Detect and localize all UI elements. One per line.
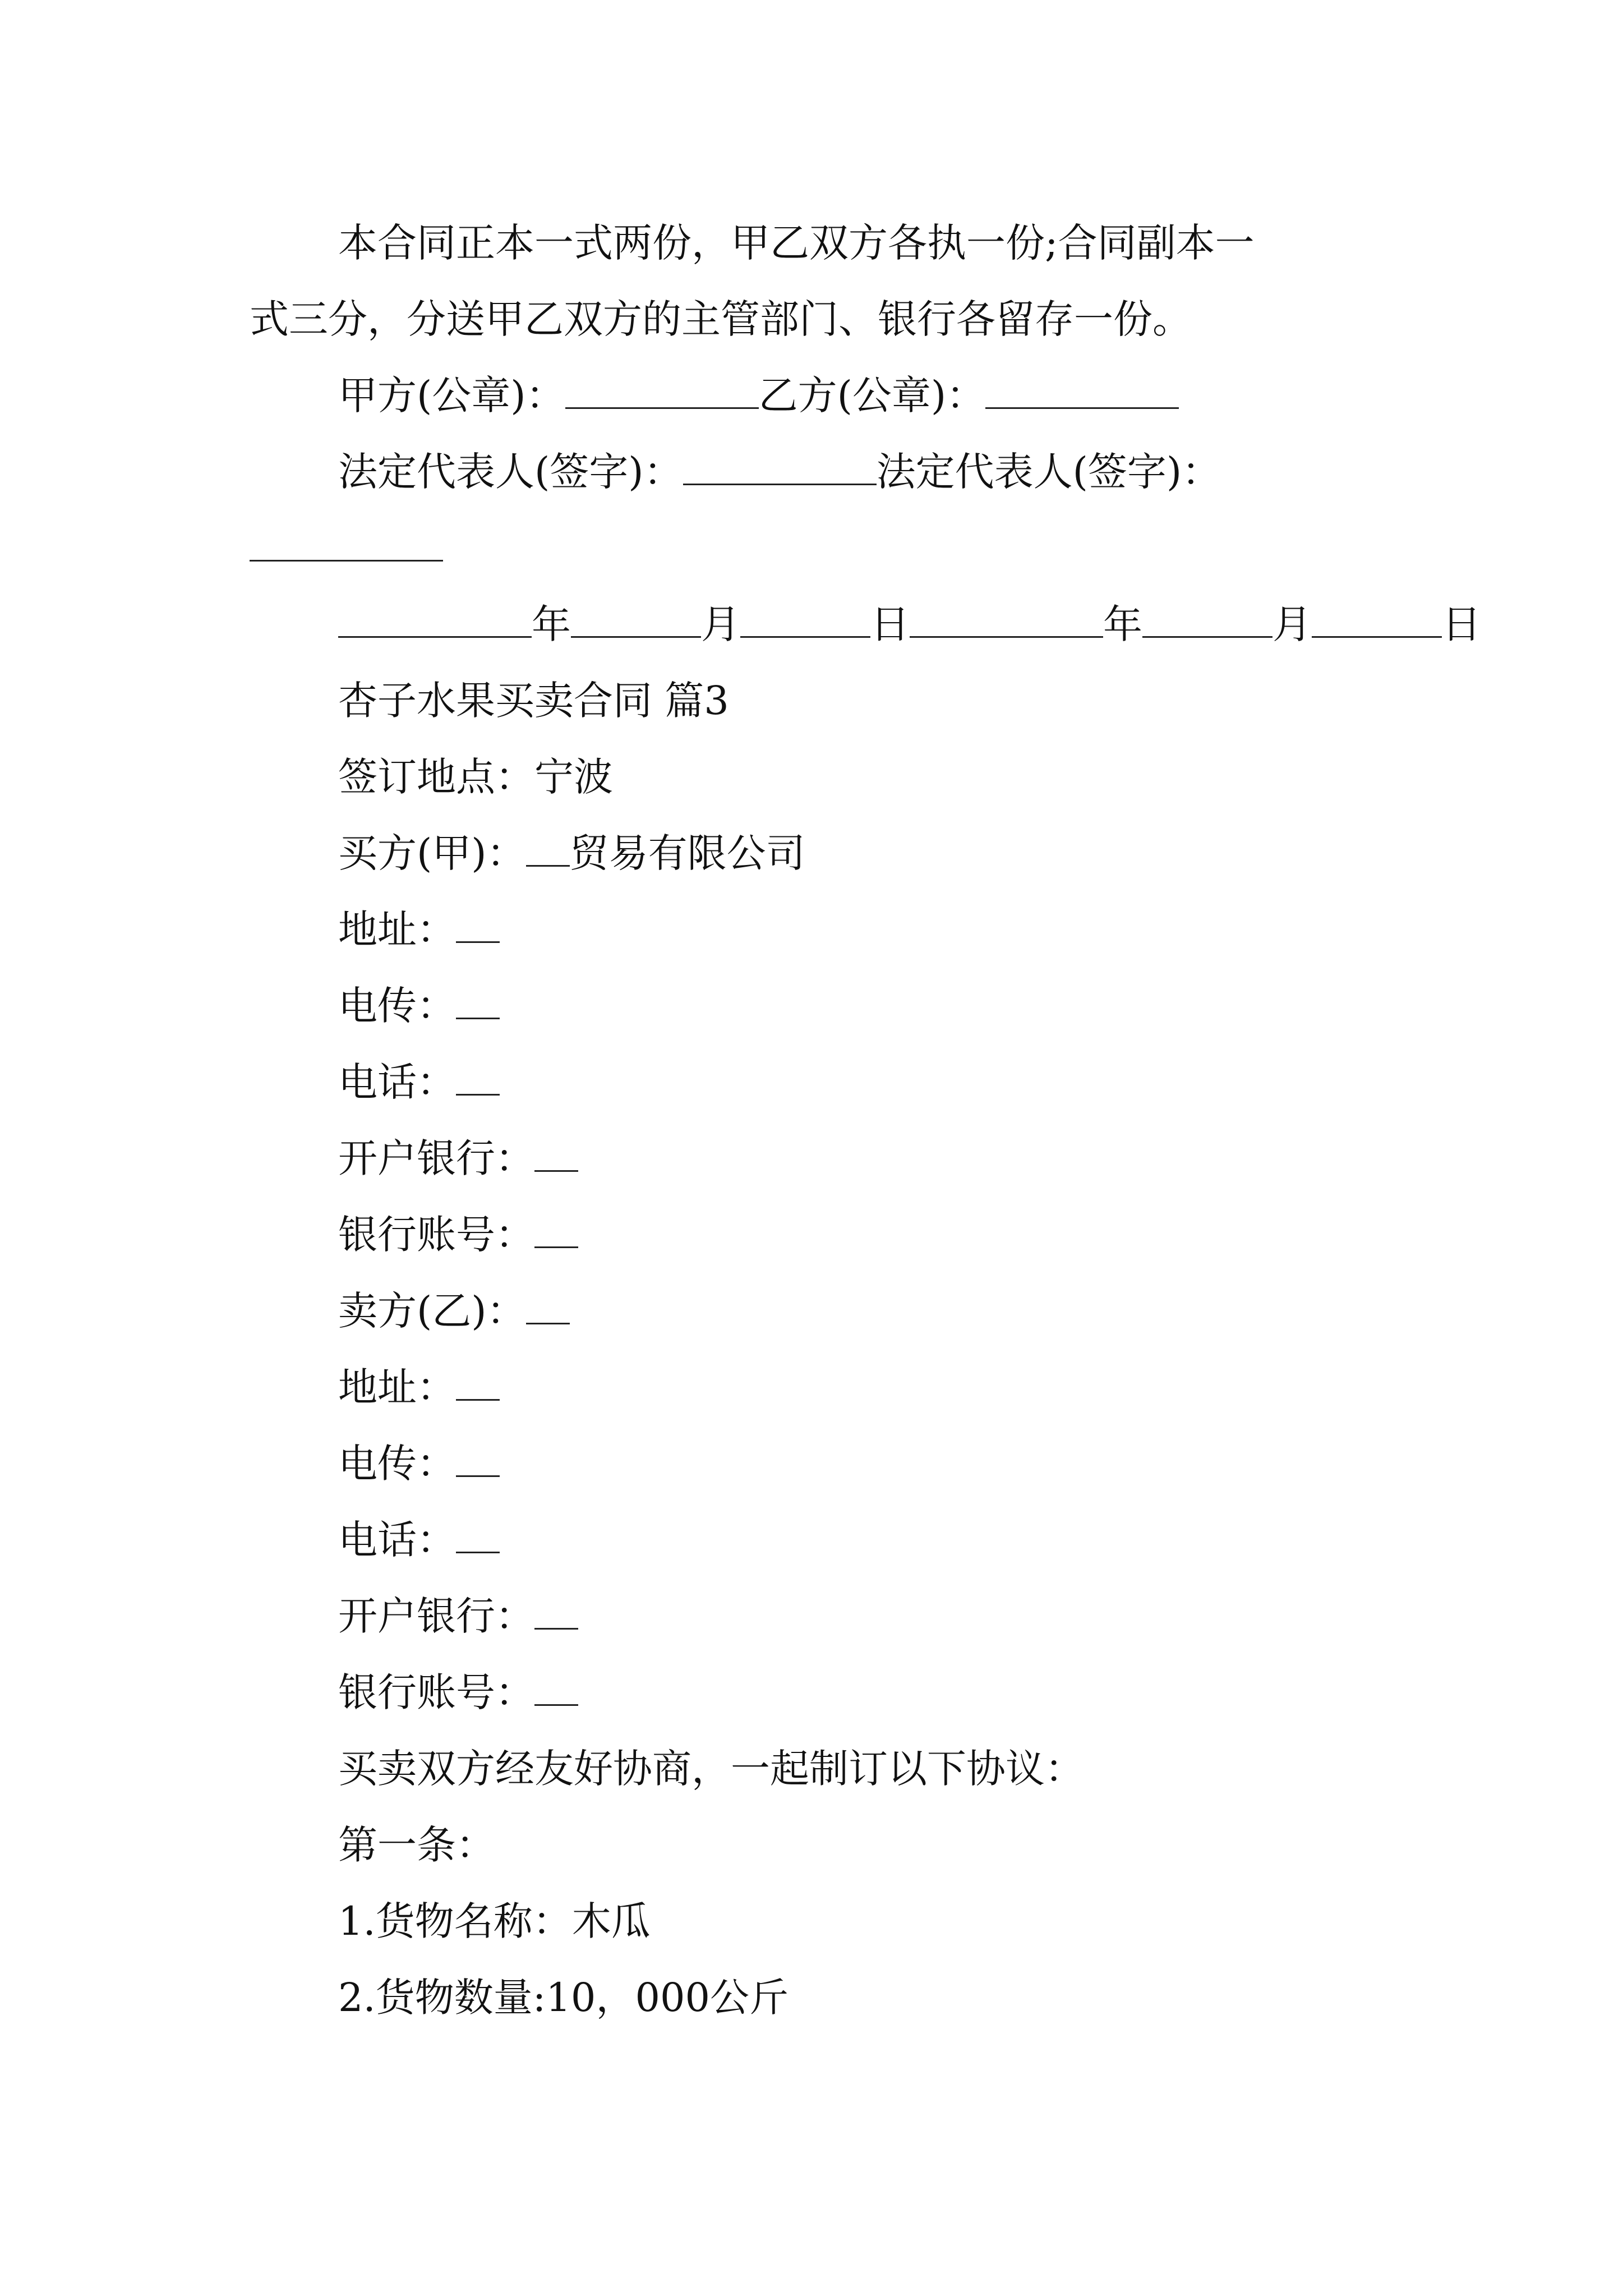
buyer-account-blank xyxy=(534,1215,578,1248)
buyer-address-line xyxy=(338,907,500,953)
section-title: 杏子水果买卖合同 篇3 xyxy=(338,678,729,724)
rep-b-label: 法定代表人(签字)： xyxy=(876,449,1221,495)
seal-line xyxy=(338,372,1179,418)
seller-address-blank xyxy=(456,1368,500,1401)
buyer-fax-blank xyxy=(456,986,500,1019)
date-b-year-blank xyxy=(910,605,1103,638)
date-a-year-blank xyxy=(338,605,532,638)
party-a-seal-blank xyxy=(565,376,759,409)
buyer-blank xyxy=(526,834,570,867)
buyer-bank-label: 开户银行： xyxy=(338,1135,534,1181)
seller-blank xyxy=(526,1291,570,1324)
party-b-seal-label: 乙方(公章)： xyxy=(758,372,986,418)
seller-fax-blank xyxy=(456,1444,500,1477)
seller-fax-line xyxy=(338,1441,500,1487)
buyer-address-blank xyxy=(456,910,500,943)
date-b-day-blank xyxy=(1312,605,1442,638)
date-a-month: 月 xyxy=(701,601,740,647)
paragraph-line-2: 式三分，分送甲乙双方的主管部门、银行各留存一份。 xyxy=(250,296,1192,342)
item-goods-name: 1.货物名称：木瓜 xyxy=(338,1898,651,1944)
date-a-day-blank xyxy=(740,605,870,638)
seller-phone-label: 电话： xyxy=(338,1517,456,1563)
paragraph-line-1: 本合同正本一式两份，甲乙双方各执一份;合同副本一 xyxy=(338,220,1255,266)
buyer-label: 买方(甲)： xyxy=(338,830,526,876)
date-b-day: 日 xyxy=(1442,601,1481,647)
buyer-address-label: 地址： xyxy=(338,907,456,953)
seller-phone-line xyxy=(338,1517,500,1563)
article-1-heading: 第一条： xyxy=(338,1822,495,1868)
seller-phone-blank xyxy=(456,1520,500,1553)
seller-address-line xyxy=(338,1364,500,1410)
seller-fax-label: 电传： xyxy=(338,1441,456,1487)
date-a-month-blank xyxy=(571,605,701,638)
party-b-seal-blank xyxy=(985,376,1179,409)
buyer-bank-blank xyxy=(534,1139,578,1172)
seller-label: 卖方(乙)： xyxy=(338,1288,526,1334)
party-a-seal-label: 甲方(公章)： xyxy=(338,372,565,418)
signing-place: 签订地点：宁波 xyxy=(338,754,613,800)
buyer-line xyxy=(338,830,805,876)
buyer-fax-line xyxy=(338,983,500,1029)
rep-b-blank xyxy=(250,528,443,562)
date-b-month-blank xyxy=(1142,605,1272,638)
rep-a-blank xyxy=(683,452,877,485)
seller-address-label: 地址： xyxy=(338,1364,456,1410)
seller-bank-label: 开户银行： xyxy=(338,1593,534,1639)
seller-bank-line xyxy=(338,1593,578,1639)
seller-line xyxy=(338,1288,570,1334)
buyer-phone-blank xyxy=(456,1062,500,1096)
buyer-phone-line xyxy=(338,1059,500,1105)
buyer-phone-label: 电话： xyxy=(338,1059,456,1105)
rep-a-label: 法定代表人(签字)： xyxy=(338,449,683,495)
seller-account-line xyxy=(338,1669,578,1715)
date-line xyxy=(338,601,1481,647)
date-b-year: 年 xyxy=(1103,601,1142,647)
seller-account-blank xyxy=(534,1673,578,1706)
buyer-account-line xyxy=(338,1212,578,1258)
date-a-day: 日 xyxy=(870,601,910,647)
seller-account-label: 银行账号： xyxy=(338,1669,534,1715)
agreement-intro: 买卖双方经友好协商，一起制订以下协议： xyxy=(338,1746,1084,1792)
buyer-suffix: 贸易有限公司 xyxy=(569,830,805,876)
item-goods-quantity: 2.货物数量:10，000公斤 xyxy=(338,1975,789,2021)
buyer-account-label: 银行账号： xyxy=(338,1212,534,1258)
representative-line xyxy=(338,449,1221,495)
date-b-month: 月 xyxy=(1272,601,1312,647)
buyer-fax-label: 电传： xyxy=(338,983,456,1029)
date-a-year: 年 xyxy=(532,601,571,647)
seller-bank-blank xyxy=(534,1596,578,1630)
representative-wrap-line xyxy=(250,528,443,568)
buyer-bank-line xyxy=(338,1135,578,1181)
